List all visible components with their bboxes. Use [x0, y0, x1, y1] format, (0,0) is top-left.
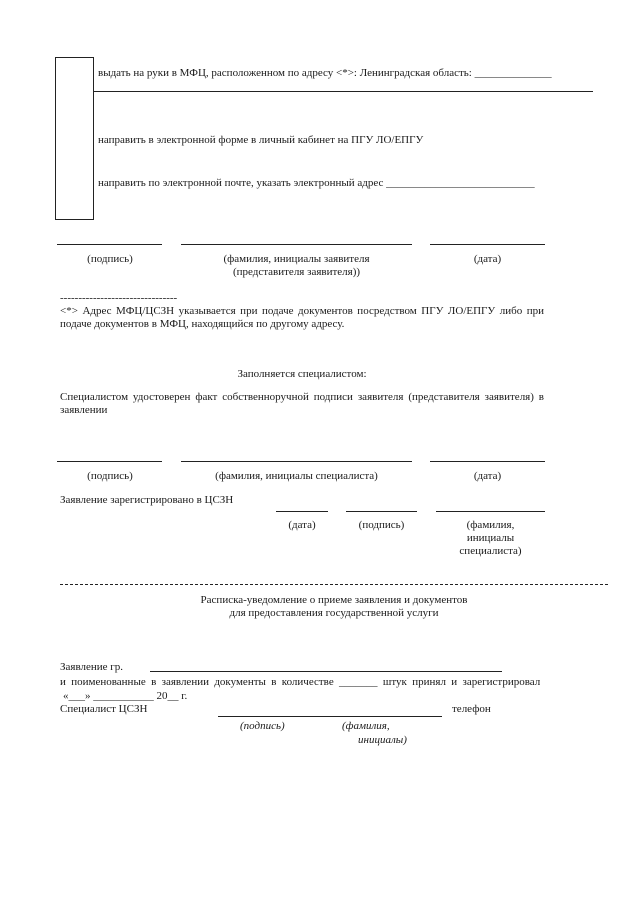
checkbox-mfc-pickup[interactable]: [55, 57, 94, 128]
applicant-name-caption-2: (представителя заявителя)): [232, 266, 361, 278]
reg-name-caption-3: специалиста): [459, 545, 522, 557]
reg-date-line: [276, 511, 328, 512]
receipt-applicant-name-line: [150, 671, 502, 672]
registered-label: Заявление зарегистрировано в ЦСЗН: [60, 494, 234, 506]
receipt-signature-line: [218, 716, 442, 717]
reg-name-caption-2: инициалы: [466, 532, 515, 544]
receipt-documents-text: и поименованные в заявлении документы в количестве _______ штук принял и зарегистрировал: [60, 676, 541, 688]
reg-name-caption-1: (фамилия,: [466, 519, 515, 531]
specialist-name-line: [181, 461, 412, 462]
mfc-address-line: [93, 91, 593, 92]
receipt-application-label: Заявление гр.: [60, 661, 124, 673]
checkbox-electronic-cabinet[interactable]: [55, 126, 94, 169]
reg-signature-line: [346, 511, 417, 512]
reg-name-line: [436, 511, 545, 512]
option-electronic-cabinet: направить в электронной форме в личный кабинет на ПГУ ЛО/ЕПГУ: [98, 134, 424, 146]
applicant-date-line: [430, 244, 545, 245]
applicant-name-line: [181, 244, 412, 245]
receipt-specialist-label: Специалист ЦСЗН: [60, 703, 148, 715]
specialist-date-caption: (дата): [473, 470, 502, 482]
specialist-date-line: [430, 461, 545, 462]
footnote-text: <*> Адрес МФЦ/ЦСЗН указывается при подаче документов посредством ПГУ ЛО/ЕПГУ либо при подаче документов в МФЦ, находящийся по другому адресу.: [60, 305, 544, 330]
specialist-name-caption: (фамилия, инициалы специалиста): [215, 470, 378, 482]
reg-date-caption: (дата): [288, 519, 316, 531]
specialist-certified-text: Специалистом удостоверен факт собственноручной подписи заявителя (представителя заявителя) в заявлении: [60, 391, 544, 416]
specialist-signature-line: [57, 461, 162, 462]
receipt-title-1: Расписка-уведомление о приеме заявления и документов: [200, 594, 468, 606]
reg-signature-caption: (подпись): [358, 519, 405, 531]
checkbox-email[interactable]: [55, 168, 94, 220]
cut-line: [60, 584, 608, 585]
receipt-signature-caption: (подпись): [240, 720, 285, 732]
applicant-date-caption: (дата): [473, 253, 502, 265]
receipt-phone-label: телефон: [452, 703, 491, 715]
option-email: направить по электронной почте, указать электронный адрес ___________________________: [98, 177, 535, 189]
applicant-signature-line: [57, 244, 162, 245]
footnote-separator: --------------------------------: [60, 292, 178, 304]
receipt-name-caption-1: (фамилия,: [342, 720, 390, 732]
applicant-name-caption-1: (фамилия, инициалы заявителя: [223, 253, 370, 265]
receipt-title-2: для предоставления государственной услуги: [229, 607, 439, 619]
receipt-name-caption-2: инициалы): [358, 734, 407, 746]
applicant-signature-caption: (подпись): [87, 253, 133, 265]
specialist-heading: Заполняется специалистом:: [237, 368, 367, 380]
option-mfc-pickup: выдать на руки в МФЦ, расположенном по адресу <*>: Ленинградская область: ______________: [98, 67, 552, 79]
specialist-signature-caption: (подпись): [87, 470, 133, 482]
receipt-date-line: «___» ___________ 20__ г.: [63, 690, 188, 702]
